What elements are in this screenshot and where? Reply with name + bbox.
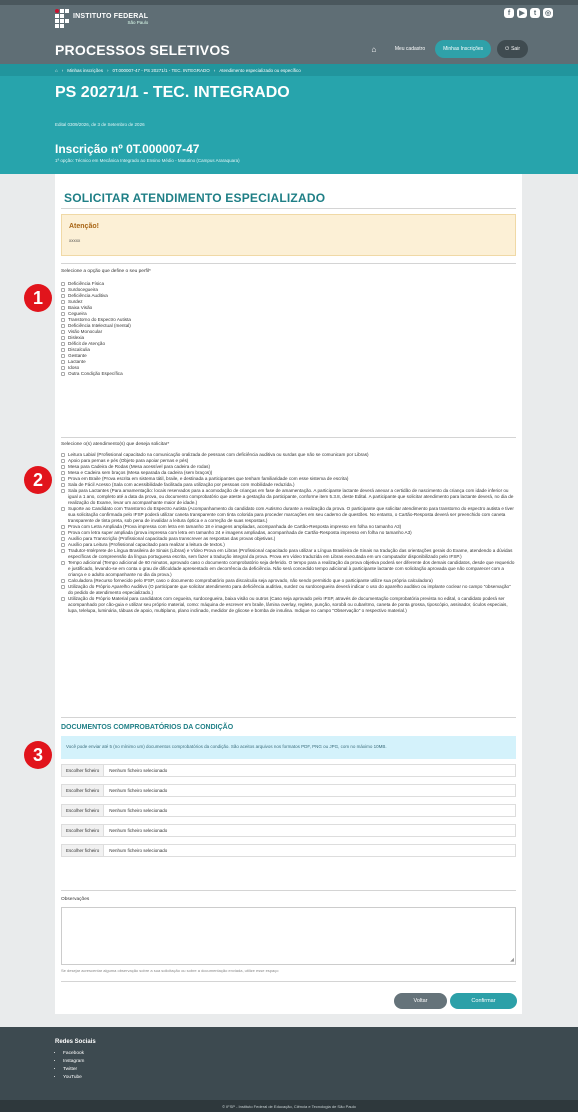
choose-file-button[interactable]: Escolher ficheiro	[62, 805, 104, 816]
instagram-icon[interactable]: ◎	[544, 10, 552, 17]
inscricao-number: Inscrição nº 0T.000007-47	[55, 142, 200, 156]
org-name: INSTITUTO FEDERAL	[73, 12, 149, 20]
profile-option-label: Deficiência Física	[68, 281, 104, 286]
profile-radio[interactable]	[61, 312, 65, 316]
attention-alert	[61, 214, 516, 256]
service-option-label: Utilização do Próprio Material para candidatos com cegueira, surdocegueira, baixa visão ou outros (Caso seja aprovado pelo IFSP, através de documentação comprobatória prevista no edital, o candidato poderá ser acompanhado por cão-guia e utilizar seu próprio material, como: máquina de escrever em braile, lâmina overlay, reglete, punção, sorobã ou cubaritmo, caneta de ponta grossa, tiposcópio, assinador, óculos especiais, lupa, telelupa, luminária, tábuas de apoio, multiplano, plano inclinado, medidor de glicose e bomba de insulina. Indique no campo "Observação" o respectivo material.)	[68, 596, 508, 613]
file-status: Nenhum ficheiro selecionado	[109, 768, 168, 773]
profile-option-label: Baixa Visão	[68, 305, 93, 310]
profile-radio[interactable]	[61, 348, 65, 352]
service-option-label: Tradutor-Intérprete de Língua Brasileira de Sinais (Libras) e Vídeo Prova em Libras (Profissional capacitado para utilizar a Língua Brasileira de Sinais na tradução das orientações gerais do Exame, atendendo a dúvidas específicas de compreensão da língua portuguesa escrita, sem fazer a tradução integral da prova. Prova em vídeo traduzida em Libras executada em um computador disponibilizado pelo IFSP.)	[68, 548, 513, 559]
service-option-label: Prova com letra super ampliada (prova impressa com letra em tamanho 24 e imagens ampliadas, acompanhada de Cartão-Resposta impresso em folha no tamanho A3)	[68, 530, 412, 535]
profile-option-label: Surdocegueira	[68, 287, 98, 292]
site-title[interactable]: PROCESSOS SELETIVOS	[55, 42, 230, 58]
service-checkbox[interactable]	[61, 477, 65, 481]
service-option-label: Sala de Fácil Acesso (Sala com acessibilidade facilitada para utilização por pessoas com mobilidade reduzida.)	[68, 482, 295, 487]
divider	[61, 263, 516, 264]
divider	[61, 717, 516, 718]
profile-option-label: Outra Condição Específica	[68, 371, 123, 376]
profile-radio[interactable]	[61, 360, 65, 364]
form-card	[55, 174, 522, 1014]
home-icon[interactable]: ⌂	[55, 67, 58, 73]
profile-option-label: Surdez	[68, 299, 83, 304]
profile-option-label: Gestante	[68, 353, 87, 358]
service-checkbox[interactable]	[61, 549, 65, 553]
service-option-label: Mesa para Cadeira de Rodas (Mesa acessível para cadeira de rodas)	[68, 464, 210, 469]
profile-radio[interactable]	[61, 372, 65, 376]
file-status: Nenhum ficheiro selecionado	[109, 828, 168, 833]
profile-radio[interactable]	[61, 282, 65, 286]
service-option-label: Mesa e Cadeira sem braços (Mesa separada da cadeira (sem braços))	[68, 470, 213, 475]
form-title: SOLICITAR ATENDIMENTO ESPECIALIZADO	[64, 191, 326, 205]
profile-option-label: Cegueira	[68, 311, 87, 316]
service-option-label: Tempo adicional (Tempo adicional de 60 minutos, aprovado caso o documento comprobatório seja deferido. O tempo para a realização da prova objetiva poderá ser diferente dos demais candidatos, desde que requerido e justificado, levando-se em conta o grau de dificuldade apresentado em decorrência da deficiência. Não será concedido tempo adicional à participante lactante com solicitação aprovada que não comparecer com a criança e o adulto acompanhante no dia da prova.)	[68, 560, 515, 577]
divider	[61, 981, 516, 982]
course-option: 1ª opção: Técnico em Mecânica Integrado ao Ensino Médio - Matutino (Campus Araraquara)	[55, 158, 240, 163]
logout-button[interactable]	[497, 40, 528, 58]
file-input[interactable]	[61, 784, 516, 797]
documents-section-title: DOCUMENTOS COMPROBATÓRIOS DA CONDIÇÃO	[61, 724, 234, 731]
service-checkbox[interactable]	[61, 531, 65, 535]
top-strip	[0, 0, 578, 5]
service-option[interactable]	[61, 506, 516, 524]
divider	[61, 890, 516, 891]
power-icon: ⏻	[505, 46, 510, 52]
observations-textarea[interactable]	[61, 907, 516, 965]
profile-option[interactable]	[61, 371, 516, 377]
choose-file-button[interactable]: Escolher ficheiro	[62, 845, 104, 856]
breadcrumb-current: Atendimento especializado ou específico	[219, 67, 301, 73]
choose-file-button[interactable]: Escolher ficheiro	[62, 785, 104, 796]
file-status: Nenhum ficheiro selecionado	[109, 848, 168, 853]
observations-label: Observações	[61, 897, 90, 902]
file-status: Nenhum ficheiro selecionado	[109, 808, 168, 813]
social-icons	[504, 8, 553, 18]
nav-meu-cadastro[interactable]: Meu cadastro	[394, 46, 426, 52]
profile-option-label: Lactante	[68, 359, 86, 364]
confirm-button[interactable]: Confirmar	[450, 993, 517, 1009]
choose-file-button[interactable]: Escolher ficheiro	[62, 825, 104, 836]
footer-link-facebook[interactable]: • Facebook	[63, 1050, 84, 1058]
profile-radio[interactable]	[61, 366, 65, 370]
profile-option-label: Deficiência Auditiva	[68, 293, 108, 298]
service-option[interactable]	[61, 560, 516, 578]
annotation-marker-2: 2	[24, 466, 52, 494]
service-option-label: Prova em Braile (Prova escrita em sistema tátil, braile, e destinada a participantes que tenham familiaridade com esse sistema de escrita)	[68, 476, 349, 481]
service-checkbox[interactable]	[61, 561, 65, 565]
service-checkbox[interactable]	[61, 471, 65, 475]
service-option-label: Calculadora (Recurso fornecido pelo IFSP, caso o documento comprobatório para discalculia seja aprovado, não sendo permitido que o participante utilize sua própria calculadora)	[68, 578, 433, 583]
service-checkbox[interactable]	[61, 525, 65, 529]
footer-link-twitter[interactable]: • Twitter	[63, 1066, 84, 1074]
service-option[interactable]	[61, 596, 516, 614]
footer-link-youtube[interactable]: • YouTube	[63, 1074, 84, 1082]
service-checkbox[interactable]	[61, 579, 65, 583]
annotation-marker-3: 3	[24, 741, 52, 769]
profile-radio[interactable]	[61, 306, 65, 310]
file-status: Nenhum ficheiro selecionado	[109, 788, 168, 793]
profile-radio[interactable]	[61, 336, 65, 340]
profile-option-label: Idoso	[68, 365, 80, 370]
divider	[61, 437, 516, 438]
service-option-label: Auxílio para Transcrição (Profissional capacitado para transcrever as respostas das provas objetivas.)	[68, 536, 276, 541]
logo-mark	[55, 9, 69, 28]
edital-text: Edital 0309/2026, de 3 de Setembro de 2026	[55, 122, 145, 127]
file-input[interactable]	[61, 764, 516, 777]
footer	[0, 1027, 578, 1100]
back-button[interactable]: Voltar	[394, 993, 447, 1009]
service-checkbox[interactable]	[61, 483, 65, 487]
profile-option-label: Dislexia	[68, 335, 85, 340]
file-input[interactable]	[61, 844, 516, 857]
annotation-marker-1: 1	[24, 284, 52, 312]
service-checkbox[interactable]	[61, 537, 65, 541]
ifsp-logo[interactable]	[55, 9, 148, 28]
youtube-icon[interactable]: ▶	[517, 8, 527, 18]
service-option[interactable]	[61, 584, 516, 596]
profile-radio[interactable]	[61, 342, 65, 346]
service-checkbox[interactable]	[61, 489, 65, 493]
alert-title: Atenção!	[69, 223, 99, 230]
service-option[interactable]	[61, 488, 516, 506]
profile-option-label: Déficit de Atenção	[68, 341, 106, 346]
breadcrumb-item[interactable]: 0T.000007-47 - PS 20271/1 - TEC. INTEGRADO	[112, 67, 210, 73]
service-option-label: Prova com Letra Ampliada (Prova impressa com letra em tamanho 18 e imagens ampliadas, acompanhada de Cartão-Resposta impresso em folha no tamanho A3)	[68, 524, 402, 529]
choose-file-button[interactable]: Escolher ficheiro	[62, 765, 104, 776]
service-option-label: Apoio para pernas e pés (Objeto para apoiar pernas e pés)	[68, 458, 189, 463]
facebook-icon[interactable]: f	[504, 8, 514, 18]
service-checkbox[interactable]	[61, 597, 65, 601]
page-title: PS 20271/1 - TEC. INTEGRADO	[55, 84, 290, 101]
breadcrumb: ⌂ › Minhas inscrições › 0T.000007-47 - PS 20271/1 - TEC. INTEGRADO › Atendimento especializado ou específico	[0, 64, 578, 76]
logout-label: Sair	[511, 46, 520, 52]
top-header	[0, 0, 578, 64]
profile-option-label: Discalculia	[68, 347, 90, 352]
profile-radio[interactable]	[61, 330, 65, 334]
hero-banner	[0, 76, 578, 174]
service-label: Selecione o(s) atendimento(s) que deseja solicitar*	[61, 442, 170, 447]
service-option-label: Sala para Lactantes (Para amamentação: locais reservados para a acomodação de crianças em fase de amamentação. A participante lactante deverá anexar a certidão de nascimento da criança com idade inferior ou igual a 1 ano, completo até a data da prova, ou documento comprobatório que ateste a gestação da participante, conforme item 5.3.8, deste Edital. A participante que solicitar atendimento para lactante deverá, no dia de realização do Exame, levar um acompanhante maior de idade.)	[68, 488, 514, 505]
service-option-label: Auxílio para Leitura (Profissional capacitado para realizar a leitura de textos.)	[68, 542, 225, 547]
file-input[interactable]	[61, 804, 516, 817]
profile-option-label: Visão Monocular	[68, 329, 103, 334]
divider	[61, 208, 516, 209]
alert-text: xxxxx	[69, 238, 81, 243]
profile-option-label: Transtorno do Espectro Autista	[68, 317, 131, 322]
breadcrumb-item[interactable]: Minhas inscrições	[67, 67, 103, 73]
service-checkbox[interactable]	[61, 507, 65, 511]
profile-radio[interactable]	[61, 354, 65, 358]
profile-radio[interactable]	[61, 288, 65, 292]
profile-radio[interactable]	[61, 300, 65, 304]
service-option-label: Utilização do Próprio Aparelho Auditivo (O participante que solicitar atendimento para deficiência auditiva, surdez ou surdocegueira deverá indicar o uso do aparelho auditivo ou implante coclear no campo "observação" do pedido de atendimento especializado.)	[68, 584, 511, 595]
service-checkbox-group	[61, 452, 516, 614]
profile-radio[interactable]	[61, 294, 65, 298]
service-checkbox[interactable]	[61, 585, 65, 589]
main-nav	[363, 40, 528, 58]
service-option-label: Suporte ao Candidato com Transtorno do Espectro Autista (Acompanhamento do candidato com Autismo durante a realização da prova. O participante que solicitar atendimento para transtorno do espectro autista e tiver sua solicitação confirmada pelo IFSP poderá utilizar caneta transparente com tinta colorida para proceder marcações em seu caderno de questões. No entanto, o Cartão-Resposta deverá ser preenchido com caneta transparente de tinta preta, sob pena de invalidar a leitura óptica e a correção de suas respostas.)	[68, 506, 514, 523]
service-checkbox[interactable]	[61, 543, 65, 547]
service-checkbox[interactable]	[61, 453, 65, 457]
documents-info: Você pode enviar até 5 (no mínimo um) documentos comprobatórios da condição. São aceitos arquivos nos formatos PDF, PNG ou JPG, com no máximo 10MB.	[61, 736, 516, 759]
profile-radio-group	[61, 281, 516, 377]
resize-handle-icon[interactable]: ◢	[510, 957, 514, 963]
footer-link-instagram[interactable]: • Instagram	[63, 1058, 84, 1066]
service-checkbox[interactable]	[61, 465, 65, 469]
observations-hint: Se desejar acrescentar alguma observação sobre a sua solicitação ou sobre a documentação enviada, utilize esse espaço	[61, 968, 279, 973]
service-option-label: Leitura Labial (Profissional capacitado na comunicação oralizada de pessoas com deficiência auditiva ou surdas que não se comunicam por Libras)	[68, 452, 369, 457]
service-checkbox[interactable]	[61, 459, 65, 463]
profile-option-label: Deficiência Intelectual (mental)	[68, 323, 131, 328]
profile-radio[interactable]	[61, 324, 65, 328]
service-option[interactable]	[61, 548, 516, 560]
profile-radio[interactable]	[61, 318, 65, 322]
org-campus: São Paulo	[127, 19, 149, 25]
twitter-icon[interactable]: t	[530, 8, 540, 18]
profile-label: Selecione a opção que define o seu perfil*	[61, 269, 151, 274]
home-icon[interactable]: ⌂	[371, 44, 377, 54]
file-input[interactable]	[61, 824, 516, 837]
copyright: © IFSP - Instituto Federal de Educação, Ciência e Tecnologia de São Paulo	[0, 1100, 578, 1112]
footer-heading: Redes Sociais	[55, 1039, 96, 1045]
social-links	[63, 1050, 84, 1082]
nav-minhas-inscricoes[interactable]: Minhas Inscrições	[435, 40, 491, 58]
